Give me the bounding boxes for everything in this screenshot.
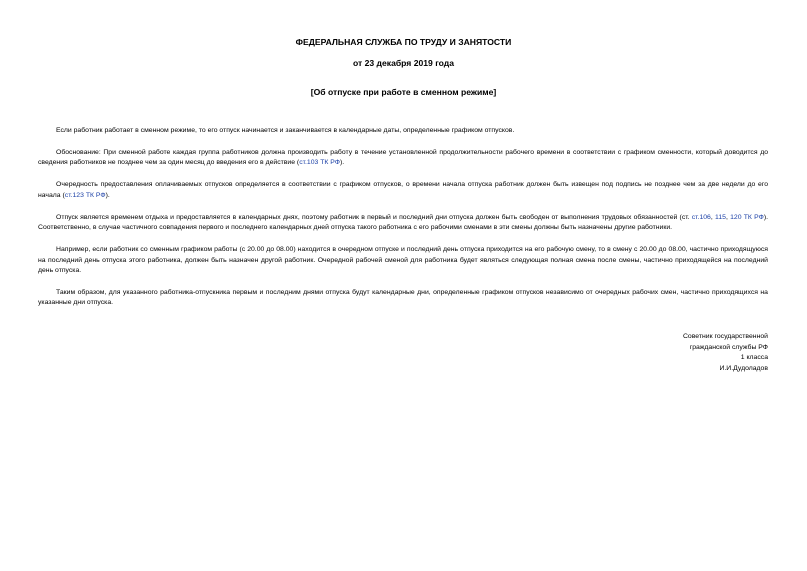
law-link-art-106[interactable]: ст.106 [691,213,711,221]
paragraph-example [38,245,768,277]
paragraph-intro-text: Если работник работает в сменном режиме, то его отпуск начинается и заканчивается в календарные даты, определенные графиком отпусков. [56,127,515,134]
paragraph-justification [38,148,768,169]
link-separator: , [725,213,731,221]
paragraph-justification-text: Обоснование: При сменной работе каждая группа работников должна производить работу в течение установленной продолжительности рабочего времени в соответствии с графиком сменности, который доводится до сведения работников не позднее чем за один месяц до введения его в действие ( [38,148,768,167]
law-link-art-123[interactable]: ст.123 ТК РФ [64,191,106,199]
law-link-art-120[interactable]: 120 ТК РФ [730,213,764,221]
paragraph-conclusion [38,288,768,309]
paragraph-example-text: Например, если работник со сменным графиком работы (с 20.00 до 08.00) находится в очередном отпуске и последний день отпуска приходится на его рабочую смену, то в смену с 20.00 до 08.00, частично приходящуюся на последний день отпуска этого работника, должен быть назначен другой работник. Очередной рабочей сменой для работника будет являться следующая полная смена после смены, частично приходящейся на последний день отпуска. [38,245,768,275]
agency-heading: ФЕДЕРАЛЬНАЯ СЛУЖБА ПО ТРУДУ И ЗАНЯТОСТИ [295,37,512,47]
law-link-art-103[interactable]: ст.103 ТК РФ [299,159,340,167]
paragraph-justification-tail: ). [339,159,345,167]
law-link-art-115[interactable]: 115 [715,213,726,221]
paragraph-intro [38,126,768,137]
signature-position-line1: Советник государственной [682,333,768,340]
link-separator: , [710,213,716,221]
document-date: от 23 декабря 2019 года [352,58,455,68]
signature-name: И.И.Дудоладов [719,364,768,372]
paragraph-order-text: Очередность предоставления оплачиваемых отпусков определяется в соответствии с графиком отпусков, о времени начала отпуска работник должен быть извещен под подпись не позднее чем за две недели до его начала ( [38,181,768,199]
document-title: [Об отпуске при работе в сменном режиме] [310,87,497,97]
paragraph-order [38,180,768,201]
paragraph-conclusion-text: Таким образом, для указанного работника-отпускника первым и последним днями отпуска будут календарные дни, определенные графиком отпусков независимо от очередных рабочих смен, частично приходящихся на указанные дни отпуска. [38,288,768,307]
document-body [38,126,768,320]
signature-position-line2: гражданской службы РФ [689,343,768,351]
signature-block [683,332,768,374]
paragraph-rest-time-text: Отпуск является временем отдыха и предоставляется в календарных днях, поэтому работник в первый и последний дни отпуска должен быть свободен от выполнения трудовых обязанностей (ст. [56,213,692,221]
paragraph-rest-time [38,213,768,234]
signature-rank: 1 класса [740,354,768,362]
paragraph-order-tail: ). [105,191,110,199]
paragraph-rest-time-tail: ). Соответственно, в случае частичного совпадения первого и последнего календарных дней отпуска такого работника с его рабочими сменами в эти смены должны быть назначены другие работники. [38,213,768,232]
